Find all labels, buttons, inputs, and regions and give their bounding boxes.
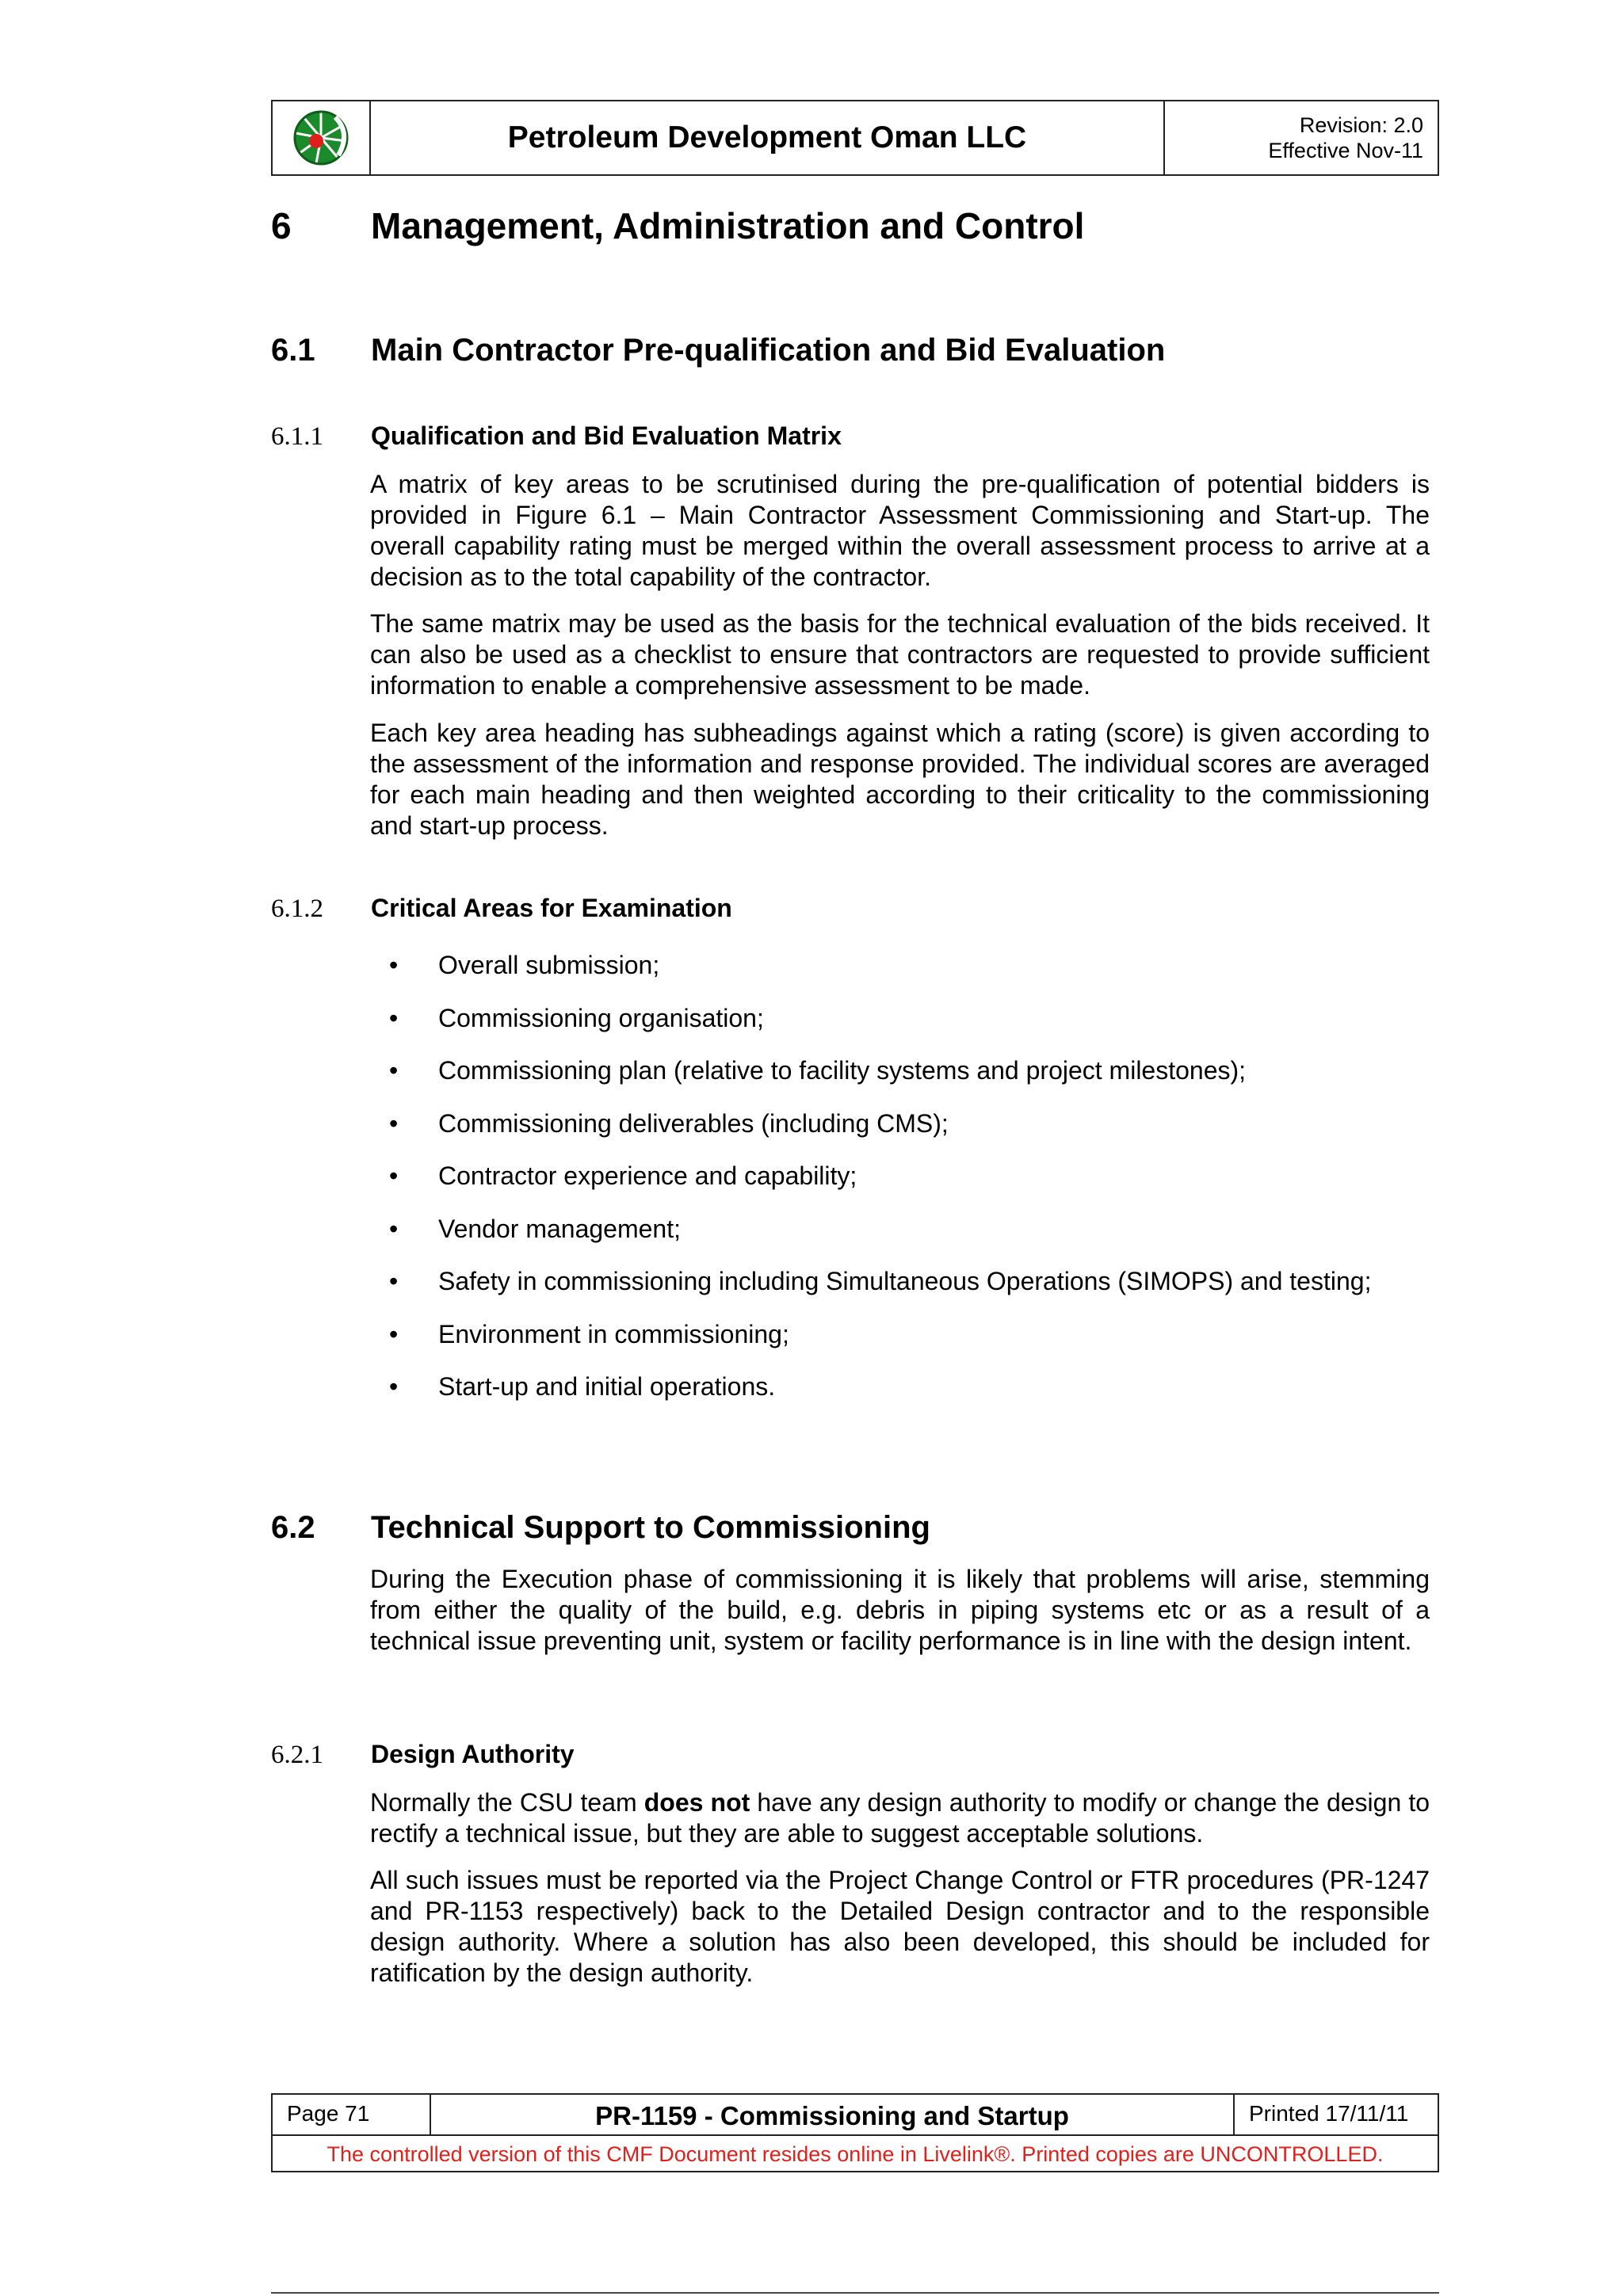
paragraph: The same matrix may be used as the basis for the technical evaluation of the bids received. It can also be used as a checklist to ensure that contractors are requested to provide sufficient information to enable a comprehensive assessment to be made. [370,609,1430,700]
uncontrolled-notice: The controlled version of this CMF Document resides online in Livelink®. Printed copies are UNCONTROLLED. [327,2142,1384,2166]
section-title: Main Contractor Pre-qualification and Bid Evaluation [371,333,1166,368]
paragraph: All such issues must be reported via the Project Change Control or FTR procedures (PR-1247 and PR-1153 respectively) back to the Detailed Design contractor and to the responsible design authority. Where a solution has also been developed, this should be included for ratification by the design authority. [370,1866,1430,1987]
revision-block [1165,101,1438,174]
bullet-icon: • [389,951,399,979]
bullet-icon: • [389,1372,399,1401]
page-number: Page 71 [273,2095,431,2134]
bullet-icon: • [389,1056,399,1085]
list-item: • Commissioning organisation; [370,994,1430,1042]
section-number: 6.1.2 [271,894,323,923]
paragraph: During the Execution phase of commissioning it is likely that problems will arise, stemming from either the quality of the build, e.g. debris in piping systems etc or as a result of a technical issue preventing unit, system or facility performance is in line with the design intent. [370,1565,1430,1655]
bullet-icon: • [389,1267,399,1295]
pdo-logo-icon [289,109,353,166]
list-item: • Commissioning plan (relative to facility systems and project milestones); [370,1047,1430,1094]
bullet-icon: • [389,1319,399,1348]
printed-date: Printed 17/11/11 [1249,2101,1409,2126]
section-number: 6.2 [271,1510,315,1545]
list-item: • Overall submission; [370,941,1430,989]
list-item: • Safety in commissioning including Simultaneous Operations (SIMOPS) and testing; [370,1257,1413,1305]
paragraph: A matrix of key areas to be scrutinised during the pre-qualification of potential bidders is provided in Figure 6.1 – Main Contractor Assessment Commissioning and Start-up. The overall capability rating must be merged within the overall assessment process to arrive at a decision as to the total capability of the contractor. [370,470,1430,591]
section-title: Qualification and Bid Evaluation Matrix [371,421,842,450]
section-number: 6.1 [271,333,315,368]
bottom-divider [271,2292,1439,2294]
section-title: Management, Administration and Control [371,205,1085,246]
revision-text: Revision: 2.0 [1299,113,1423,137]
list-item: • Start-up and initial operations. [370,1363,1430,1410]
emphasis-text: does not [643,1788,750,1817]
section-number: 6.1.1 [271,422,323,451]
list-item: • Vendor management; [370,1205,1430,1253]
section-6-1-1-heading [271,421,842,452]
page-footer [271,2093,1439,2172]
section-title: Technical Support to Commissioning [371,1510,930,1545]
bullet-icon: • [389,1214,399,1243]
list-item: • Commissioning deliverables (including CMS); [370,1100,1430,1147]
bullet-icon: • [389,1003,399,1032]
section-title: Design Authority [371,1740,575,1768]
section-number: 6 [271,205,292,246]
bullet-icon: • [389,1108,399,1138]
paragraph: Each key area heading has subheadings against which a rating (score) is given according to the assessment of the information and response provided. The individual scores are averaged for each main heading and then weighted according to their criticality to the commissioning and start-up process. [370,719,1430,840]
section-6-2-1-heading [271,1740,575,1770]
company-logo [273,101,371,174]
paragraph: Normally the CSU team does not have any design authority to modify or change the design to rectify a technical issue, but they are able to suggest acceptable solutions. [370,1788,1430,1848]
document-title: PR-1159 - Commissioning and Startup [431,2095,1235,2134]
effective-date: Effective Nov-11 [1268,139,1423,162]
company-name: Petroleum Development Oman LLC [371,101,1165,174]
critical-areas-list [370,941,1430,1416]
list-item: • Contractor experience and capability; [370,1152,1430,1199]
section-6-heading [271,204,1084,247]
section-title: Critical Areas for Examination [371,894,732,922]
bullet-icon: • [389,1161,399,1190]
section-6-1-2-heading [271,894,732,924]
section-6-1-heading [271,333,1165,368]
section-6-2-heading [271,1510,930,1546]
page-header [271,100,1439,176]
list-item: • Environment in commissioning; [370,1310,1430,1358]
section-number: 6.2.1 [271,1741,323,1769]
